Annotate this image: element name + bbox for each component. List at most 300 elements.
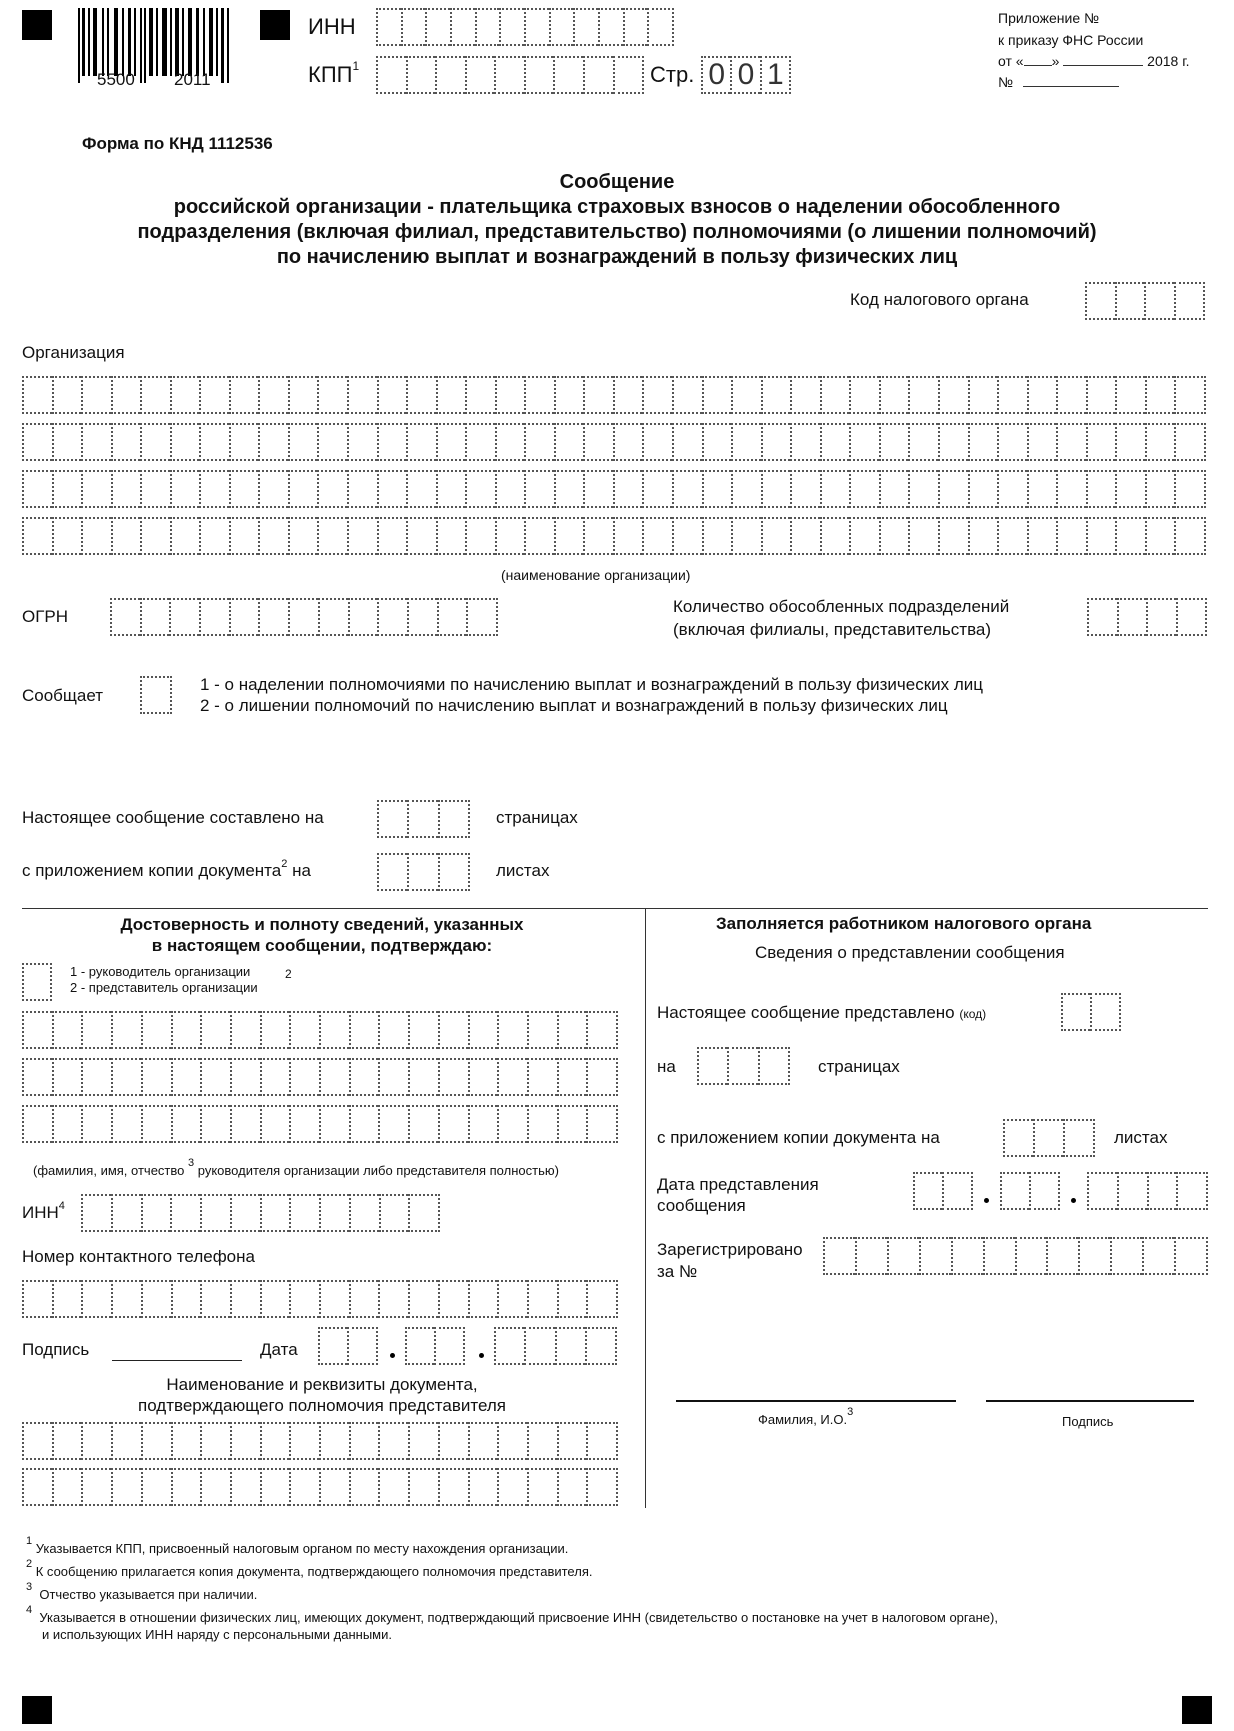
input-cell[interactable] — [171, 1280, 201, 1318]
input-cell[interactable] — [938, 376, 968, 414]
input-cell[interactable] — [468, 1422, 498, 1460]
input-cell[interactable] — [52, 423, 82, 461]
input-cell[interactable] — [557, 1058, 587, 1096]
input-cell[interactable] — [1086, 470, 1116, 508]
input-cell[interactable] — [1046, 1237, 1078, 1275]
organization-row-2[interactable] — [22, 423, 1206, 461]
input-cell[interactable] — [200, 1194, 230, 1232]
input-cell[interactable] — [997, 376, 1027, 414]
input-cell[interactable] — [111, 1422, 141, 1460]
input-cell[interactable] — [1056, 376, 1086, 414]
input-cell[interactable] — [230, 1422, 260, 1460]
input-cell[interactable] — [997, 470, 1027, 508]
page-number-field[interactable] — [701, 56, 791, 94]
input-cell[interactable] — [1174, 470, 1206, 508]
input-cell[interactable] — [140, 517, 170, 555]
input-cell[interactable] — [347, 423, 377, 461]
input-cell[interactable] — [524, 470, 554, 508]
input-cell[interactable] — [289, 1280, 319, 1318]
input-cell[interactable] — [849, 470, 879, 508]
input-cell[interactable] — [951, 1237, 983, 1275]
input-cell[interactable] — [820, 517, 850, 555]
input-cell[interactable] — [465, 56, 495, 94]
input-cell[interactable] — [111, 470, 141, 508]
input-cell[interactable] — [672, 423, 702, 461]
input-cell[interactable] — [406, 56, 436, 94]
input-cell[interactable] — [968, 423, 998, 461]
input-cell[interactable] — [855, 1237, 887, 1275]
input-cell[interactable] — [200, 1011, 230, 1049]
input-cell[interactable] — [642, 470, 672, 508]
input-cell[interactable] — [849, 376, 879, 414]
input-cell[interactable] — [731, 517, 761, 555]
input-cell[interactable] — [52, 1280, 82, 1318]
input-cell[interactable] — [169, 598, 199, 636]
input-cell[interactable] — [260, 1105, 290, 1143]
input-cell[interactable] — [1090, 993, 1121, 1031]
input-cell[interactable] — [527, 1011, 557, 1049]
input-cell[interactable] — [613, 376, 643, 414]
input-cell[interactable] — [672, 376, 702, 414]
input-cell[interactable] — [524, 56, 554, 94]
input-cell[interactable] — [938, 470, 968, 508]
input-cell[interactable] — [319, 1422, 349, 1460]
input-cell[interactable] — [761, 376, 791, 414]
input-cell[interactable] — [554, 423, 584, 461]
input-cell[interactable] — [230, 1105, 260, 1143]
input-cell[interactable] — [557, 1468, 587, 1506]
input-cell[interactable] — [289, 1468, 319, 1506]
input-cell[interactable] — [849, 517, 879, 555]
input-cell[interactable] — [407, 598, 437, 636]
input-cell[interactable] — [52, 517, 82, 555]
input-cell[interactable] — [879, 376, 909, 414]
input-cell[interactable] — [349, 1105, 379, 1143]
input-cell[interactable] — [407, 800, 437, 838]
signer-inn-field[interactable] — [81, 1194, 440, 1232]
input-cell[interactable] — [377, 853, 407, 891]
input-cell[interactable] — [583, 423, 613, 461]
input-cell[interactable] — [647, 8, 674, 46]
input-cell[interactable] — [919, 1237, 951, 1275]
input-cell[interactable] — [200, 1105, 230, 1143]
input-cell[interactable] — [1115, 470, 1145, 508]
input-cell[interactable] — [623, 8, 648, 46]
input-cell[interactable] — [494, 1327, 524, 1365]
input-cell[interactable] — [110, 598, 140, 636]
input-cell[interactable] — [347, 376, 377, 414]
input-cell[interactable] — [406, 517, 436, 555]
tax-copies-field[interactable] — [1003, 1119, 1095, 1157]
input-cell[interactable] — [378, 1280, 408, 1318]
input-cell[interactable] — [968, 470, 998, 508]
input-cell[interactable] — [586, 1468, 618, 1506]
input-cell[interactable] — [1027, 470, 1057, 508]
input-cell[interactable] — [524, 423, 554, 461]
input-cell[interactable] — [1003, 1119, 1033, 1157]
input-cell[interactable] — [81, 376, 111, 414]
input-cell[interactable] — [111, 423, 141, 461]
input-cell[interactable] — [349, 1468, 379, 1506]
input-cell[interactable] — [436, 376, 466, 414]
input-cell[interactable] — [436, 517, 466, 555]
input-cell[interactable] — [697, 1047, 727, 1085]
input-cell[interactable] — [908, 517, 938, 555]
input-cell[interactable] — [81, 1468, 111, 1506]
input-cell[interactable] — [466, 598, 498, 636]
input-cell[interactable] — [401, 8, 426, 46]
tax-authority-code-field[interactable] — [1085, 282, 1205, 320]
input-cell[interactable] — [731, 423, 761, 461]
input-cell[interactable] — [22, 1105, 52, 1143]
input-cell[interactable] — [260, 1422, 290, 1460]
input-cell[interactable] — [879, 423, 909, 461]
input-cell[interactable] — [81, 517, 111, 555]
input-cell[interactable] — [289, 1422, 319, 1460]
input-cell[interactable] — [289, 1058, 319, 1096]
signer-name-row-3[interactable] — [22, 1105, 618, 1143]
input-cell[interactable] — [849, 423, 879, 461]
input-cell[interactable] — [1056, 517, 1086, 555]
input-cell[interactable] — [1027, 423, 1057, 461]
input-cell[interactable] — [524, 517, 554, 555]
kpp-field[interactable] — [376, 56, 644, 94]
input-cell[interactable] — [1145, 517, 1175, 555]
input-cell[interactable] — [377, 800, 407, 838]
input-cell[interactable] — [527, 1280, 557, 1318]
input-cell[interactable] — [583, 470, 613, 508]
date-month-field[interactable] — [405, 1327, 465, 1365]
input-cell[interactable] — [497, 1011, 527, 1049]
input-cell[interactable] — [1056, 423, 1086, 461]
input-cell[interactable] — [199, 423, 229, 461]
input-cell[interactable] — [468, 1280, 498, 1318]
copies-field[interactable] — [377, 853, 470, 891]
input-cell[interactable] — [170, 1194, 200, 1232]
input-cell[interactable] — [140, 376, 170, 414]
input-cell[interactable] — [22, 1058, 52, 1096]
input-cell[interactable] — [908, 470, 938, 508]
input-cell[interactable] — [408, 1105, 438, 1143]
input-cell[interactable] — [465, 423, 495, 461]
input-cell[interactable] — [406, 470, 436, 508]
input-cell[interactable] — [319, 1280, 349, 1318]
input-cell[interactable] — [438, 1011, 468, 1049]
input-cell[interactable] — [378, 1058, 408, 1096]
input-cell[interactable] — [1061, 993, 1090, 1031]
tax-signature-line[interactable] — [986, 1400, 1194, 1402]
input-cell[interactable] — [758, 1047, 790, 1085]
input-cell[interactable] — [260, 1011, 290, 1049]
organization-row-1[interactable] — [22, 376, 1206, 414]
input-cell[interactable] — [347, 517, 377, 555]
input-cell[interactable] — [200, 1468, 230, 1506]
input-cell[interactable] — [761, 470, 791, 508]
input-cell[interactable] — [319, 1011, 349, 1049]
input-cell[interactable] — [586, 1280, 618, 1318]
input-cell[interactable] — [260, 1058, 290, 1096]
input-cell[interactable] — [81, 1058, 111, 1096]
input-cell[interactable] — [598, 8, 623, 46]
input-cell[interactable] — [1027, 376, 1057, 414]
input-cell[interactable] — [1086, 517, 1116, 555]
input-cell[interactable] — [376, 56, 406, 94]
input-cell[interactable] — [52, 1011, 82, 1049]
input-cell[interactable] — [318, 598, 348, 636]
input-cell[interactable] — [450, 8, 475, 46]
input-cell[interactable] — [52, 1058, 82, 1096]
input-cell[interactable] — [81, 1105, 111, 1143]
input-cell[interactable] — [141, 1058, 171, 1096]
input-cell[interactable] — [378, 1011, 408, 1049]
input-cell[interactable] — [349, 1280, 379, 1318]
input-cell[interactable] — [820, 376, 850, 414]
input-cell[interactable]: 0 — [730, 56, 759, 94]
input-cell[interactable] — [642, 423, 672, 461]
input-cell[interactable] — [497, 1058, 527, 1096]
input-cell[interactable] — [613, 56, 645, 94]
input-cell[interactable] — [586, 1011, 618, 1049]
input-cell[interactable] — [968, 517, 998, 555]
input-cell[interactable] — [583, 376, 613, 414]
rep-doc-row-2[interactable] — [22, 1468, 618, 1506]
input-cell[interactable] — [1176, 1172, 1208, 1210]
input-cell[interactable] — [908, 376, 938, 414]
input-cell[interactable] — [731, 376, 761, 414]
input-cell[interactable] — [790, 376, 820, 414]
input-cell[interactable] — [229, 517, 259, 555]
input-cell[interactable] — [435, 56, 465, 94]
submission-date-day-field[interactable] — [913, 1172, 973, 1210]
input-cell[interactable] — [672, 470, 702, 508]
input-cell[interactable] — [549, 8, 574, 46]
input-cell[interactable] — [408, 1468, 438, 1506]
input-cell[interactable] — [288, 517, 318, 555]
input-cell[interactable] — [230, 1194, 260, 1232]
input-cell[interactable] — [289, 1105, 319, 1143]
input-cell[interactable] — [586, 1422, 618, 1460]
input-cell[interactable] — [983, 1237, 1015, 1275]
input-cell[interactable] — [583, 56, 613, 94]
input-cell[interactable] — [1029, 1172, 1060, 1210]
date-day-field[interactable] — [318, 1327, 378, 1365]
input-cell[interactable] — [1144, 282, 1174, 320]
input-cell[interactable] — [436, 470, 466, 508]
input-cell[interactable] — [465, 470, 495, 508]
input-cell[interactable] — [229, 470, 259, 508]
input-cell[interactable] — [913, 1172, 942, 1210]
input-cell[interactable] — [438, 1280, 468, 1318]
input-cell[interactable] — [377, 376, 407, 414]
input-cell[interactable] — [436, 423, 466, 461]
input-cell[interactable] — [908, 423, 938, 461]
input-cell[interactable] — [438, 1468, 468, 1506]
input-cell[interactable] — [230, 1011, 260, 1049]
input-cell[interactable] — [171, 1105, 201, 1143]
input-cell[interactable] — [258, 423, 288, 461]
input-cell[interactable] — [438, 1422, 468, 1460]
ogrn-field[interactable] — [110, 598, 498, 636]
input-cell[interactable] — [170, 423, 200, 461]
input-cell[interactable] — [258, 598, 288, 636]
pages-field[interactable] — [377, 800, 470, 838]
input-cell[interactable] — [52, 470, 82, 508]
input-cell[interactable] — [942, 1172, 973, 1210]
input-cell[interactable] — [317, 376, 347, 414]
input-cell[interactable] — [140, 676, 172, 714]
input-cell[interactable] — [887, 1237, 919, 1275]
input-cell[interactable] — [141, 1468, 171, 1506]
input-cell[interactable] — [557, 1011, 587, 1049]
input-cell[interactable] — [495, 517, 525, 555]
input-cell[interactable] — [527, 1105, 557, 1143]
input-cell[interactable] — [1145, 376, 1175, 414]
input-cell[interactable] — [200, 1280, 230, 1318]
input-cell[interactable] — [468, 1468, 498, 1506]
input-cell[interactable] — [377, 517, 407, 555]
input-cell[interactable] — [379, 1194, 409, 1232]
input-cell[interactable] — [111, 1468, 141, 1506]
input-cell[interactable] — [672, 517, 702, 555]
input-cell[interactable] — [111, 517, 141, 555]
input-cell[interactable] — [495, 376, 525, 414]
input-cell[interactable] — [968, 376, 998, 414]
input-cell[interactable] — [408, 1011, 438, 1049]
input-cell[interactable] — [761, 517, 791, 555]
input-cell[interactable] — [288, 470, 318, 508]
input-cell[interactable] — [1115, 517, 1145, 555]
input-cell[interactable] — [52, 1105, 82, 1143]
input-cell[interactable] — [22, 963, 52, 1001]
input-cell[interactable] — [111, 376, 141, 414]
input-cell[interactable] — [317, 423, 347, 461]
input-cell[interactable] — [938, 423, 968, 461]
input-cell[interactable] — [199, 598, 229, 636]
input-cell[interactable] — [81, 423, 111, 461]
input-cell[interactable] — [820, 470, 850, 508]
input-cell[interactable] — [288, 598, 318, 636]
input-cell[interactable] — [111, 1058, 141, 1096]
input-cell[interactable] — [378, 1105, 408, 1143]
input-cell[interactable] — [405, 1327, 434, 1365]
input-cell[interactable] — [406, 376, 436, 414]
input-cell[interactable] — [1117, 598, 1147, 636]
input-cell[interactable] — [497, 1105, 527, 1143]
input-cell[interactable]: 0 — [701, 56, 730, 94]
input-cell[interactable] — [702, 470, 732, 508]
input-cell[interactable] — [1174, 376, 1206, 414]
input-cell[interactable] — [111, 1011, 141, 1049]
fio-line[interactable] — [676, 1400, 956, 1402]
input-cell[interactable] — [1145, 470, 1175, 508]
input-cell[interactable] — [613, 470, 643, 508]
inn-field[interactable] — [376, 8, 674, 46]
submitted-code-field[interactable] — [1061, 993, 1121, 1031]
input-cell[interactable] — [1145, 423, 1175, 461]
input-cell[interactable] — [1056, 470, 1086, 508]
input-cell[interactable] — [260, 1468, 290, 1506]
input-cell[interactable] — [260, 1194, 290, 1232]
input-cell[interactable] — [319, 1105, 349, 1143]
input-cell[interactable] — [52, 1468, 82, 1506]
input-cell[interactable] — [318, 1327, 347, 1365]
input-cell[interactable] — [377, 423, 407, 461]
input-cell[interactable] — [465, 517, 495, 555]
input-cell[interactable] — [347, 1327, 378, 1365]
input-cell[interactable] — [22, 1280, 52, 1318]
input-cell[interactable] — [727, 1047, 757, 1085]
input-cell[interactable] — [141, 1105, 171, 1143]
input-cell[interactable] — [1086, 376, 1116, 414]
input-cell[interactable] — [497, 1280, 527, 1318]
input-cell[interactable] — [1086, 423, 1116, 461]
date-year-field[interactable] — [494, 1327, 617, 1365]
input-cell[interactable] — [434, 1327, 465, 1365]
input-cell[interactable] — [348, 598, 378, 636]
input-cell[interactable] — [317, 470, 347, 508]
input-cell[interactable] — [1078, 1237, 1110, 1275]
input-cell[interactable] — [613, 423, 643, 461]
input-cell[interactable] — [468, 1058, 498, 1096]
input-cell[interactable] — [140, 598, 170, 636]
input-cell[interactable] — [170, 376, 200, 414]
input-cell[interactable] — [376, 8, 401, 46]
submission-date-month-field[interactable] — [1000, 1172, 1060, 1210]
input-cell[interactable] — [52, 376, 82, 414]
signer-name-row-2[interactable] — [22, 1058, 618, 1096]
input-cell[interactable] — [230, 1280, 260, 1318]
input-cell[interactable] — [573, 8, 598, 46]
input-cell[interactable] — [437, 598, 467, 636]
input-cell[interactable] — [820, 423, 850, 461]
input-cell[interactable] — [171, 1058, 201, 1096]
input-cell[interactable] — [349, 1422, 379, 1460]
input-cell[interactable] — [438, 1105, 468, 1143]
input-cell[interactable] — [554, 517, 584, 555]
input-cell[interactable] — [258, 517, 288, 555]
input-cell[interactable] — [642, 517, 672, 555]
signer-type-field[interactable] — [22, 963, 52, 1001]
input-cell[interactable] — [22, 1422, 52, 1460]
input-cell[interactable] — [288, 423, 318, 461]
input-cell[interactable] — [557, 1280, 587, 1318]
input-cell[interactable] — [524, 376, 554, 414]
input-cell[interactable] — [475, 8, 500, 46]
input-cell[interactable] — [22, 517, 52, 555]
phone-field[interactable] — [22, 1280, 618, 1318]
input-cell[interactable] — [465, 376, 495, 414]
input-cell[interactable] — [289, 1011, 319, 1049]
organization-row-3[interactable] — [22, 470, 1206, 508]
input-cell[interactable] — [22, 423, 52, 461]
input-cell[interactable] — [141, 1194, 171, 1232]
input-cell[interactable] — [879, 517, 909, 555]
input-cell[interactable] — [141, 1011, 171, 1049]
input-cell[interactable] — [289, 1194, 319, 1232]
input-cell[interactable] — [586, 1105, 618, 1143]
input-cell[interactable] — [1085, 282, 1115, 320]
input-cell[interactable] — [349, 1011, 379, 1049]
input-cell[interactable] — [349, 1058, 379, 1096]
input-cell[interactable] — [790, 470, 820, 508]
input-cell[interactable] — [554, 376, 584, 414]
input-cell[interactable] — [438, 800, 470, 838]
input-cell[interactable] — [555, 1327, 585, 1365]
input-cell[interactable] — [170, 470, 200, 508]
input-cell[interactable] — [557, 1105, 587, 1143]
input-cell[interactable] — [1027, 517, 1057, 555]
input-cell[interactable] — [1174, 517, 1206, 555]
